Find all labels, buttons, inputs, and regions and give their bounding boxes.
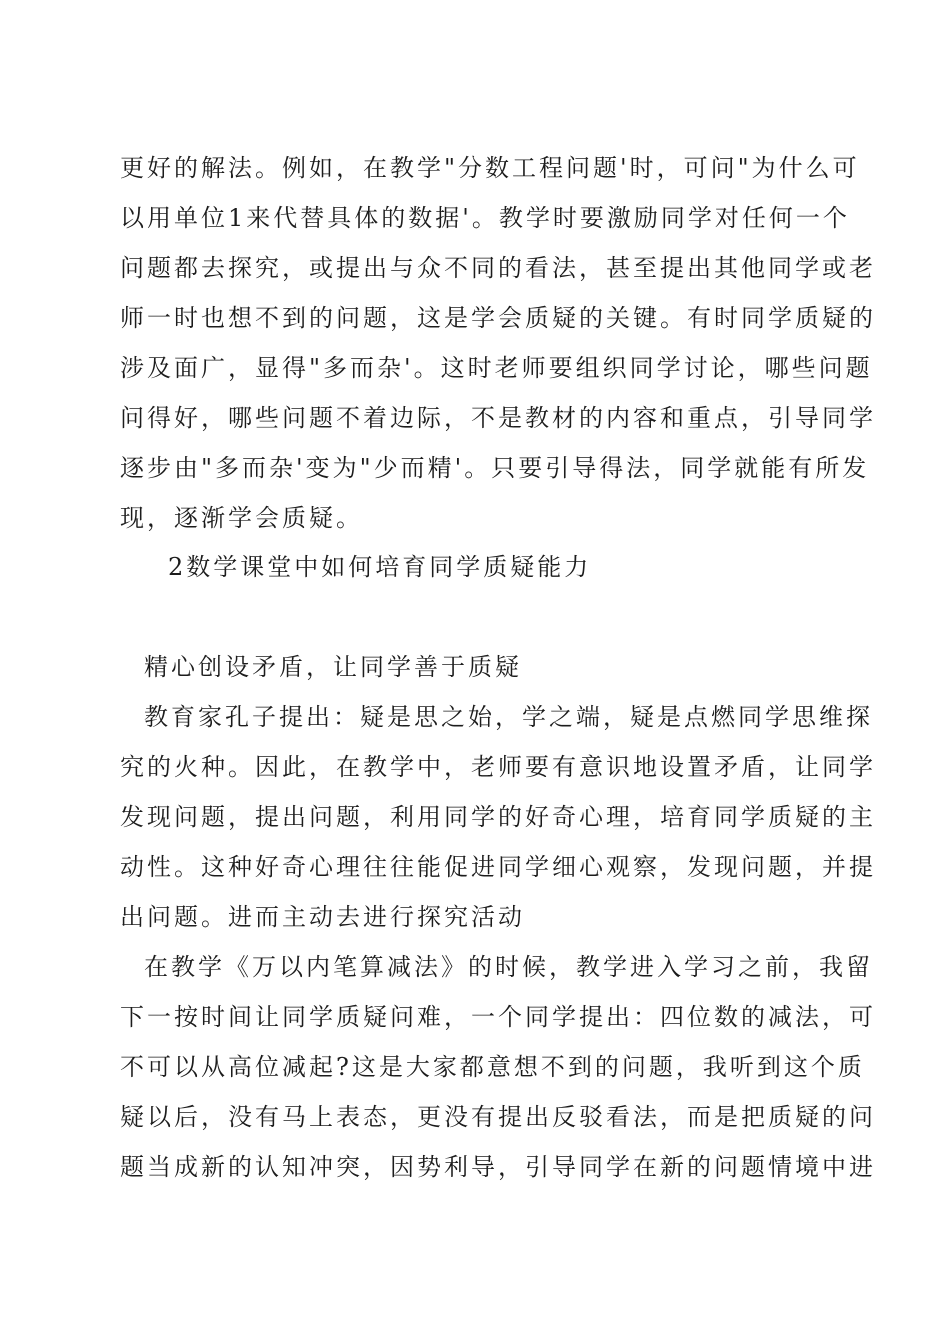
section-heading: 2数学课堂中如何培育同学质疑能力 [168,553,592,581]
text-line-12: 究的火种。因此，在教学中，老师要有意识地设置矛盾，让同学 [120,753,876,781]
text-line-20: 题当成新的认知冲突，因势利导，引导同学在新的问题情境中进 [120,1153,876,1181]
text-line-7: 逐步由"多而杂'变为"少而精'。只要引导得法，同学就能有所发 [120,454,870,482]
text-line-6: 问得好，哪些问题不着边际，不是教材的内容和重点，引导同学 [120,404,876,432]
text-line-13: 发现问题，提出问题，利用同学的好奇心理，培育同学质疑的主 [120,803,876,831]
text-line-8: 现，逐渐学会质疑。 [120,504,363,532]
text-line-2: 以用单位1来代替具体的数据'。教学时要激励同学对任何一个 [120,204,850,232]
text-line-19: 疑以后，没有马上表态，更没有提出反驳看法，而是把质疑的问 [120,1103,876,1131]
text-line-4: 师一时也想不到的问题，这是学会质疑的关键。有时同学质疑的 [120,304,876,332]
subsection-heading: 精心创设矛盾，让同学善于质疑 [144,653,522,681]
text-line-15: 出问题。进而主动去进行探究活动 [120,903,525,931]
text-line-16: 在教学《万以内笔算减法》的时候，教学进入学习之前，我留 [144,953,873,981]
text-line-3: 问题都去探究，或提出与众不同的看法，甚至提出其他同学或老 [120,254,876,282]
text-line-18: 不可以从高位减起?这是大家都意想不到的问题，我听到这个质 [120,1053,865,1081]
text-line-17: 下一按时间让同学质疑问难，一个同学提出：四位数的减法，可 [120,1003,876,1031]
text-line-5: 涉及面广，显得"多而杂'。这时老师要组织同学讨论，哪些问题 [120,354,873,382]
text-line-1: 更好的解法。例如，在教学"分数工程问题'时，可问"为什么可 [120,154,860,182]
text-line-11: 教育家孔子提出：疑是思之始，学之端，疑是点燃同学思维探 [144,703,873,731]
text-line-14: 动性。这种好奇心理往往能促进同学细心观察，发现问题，并提 [120,853,876,881]
